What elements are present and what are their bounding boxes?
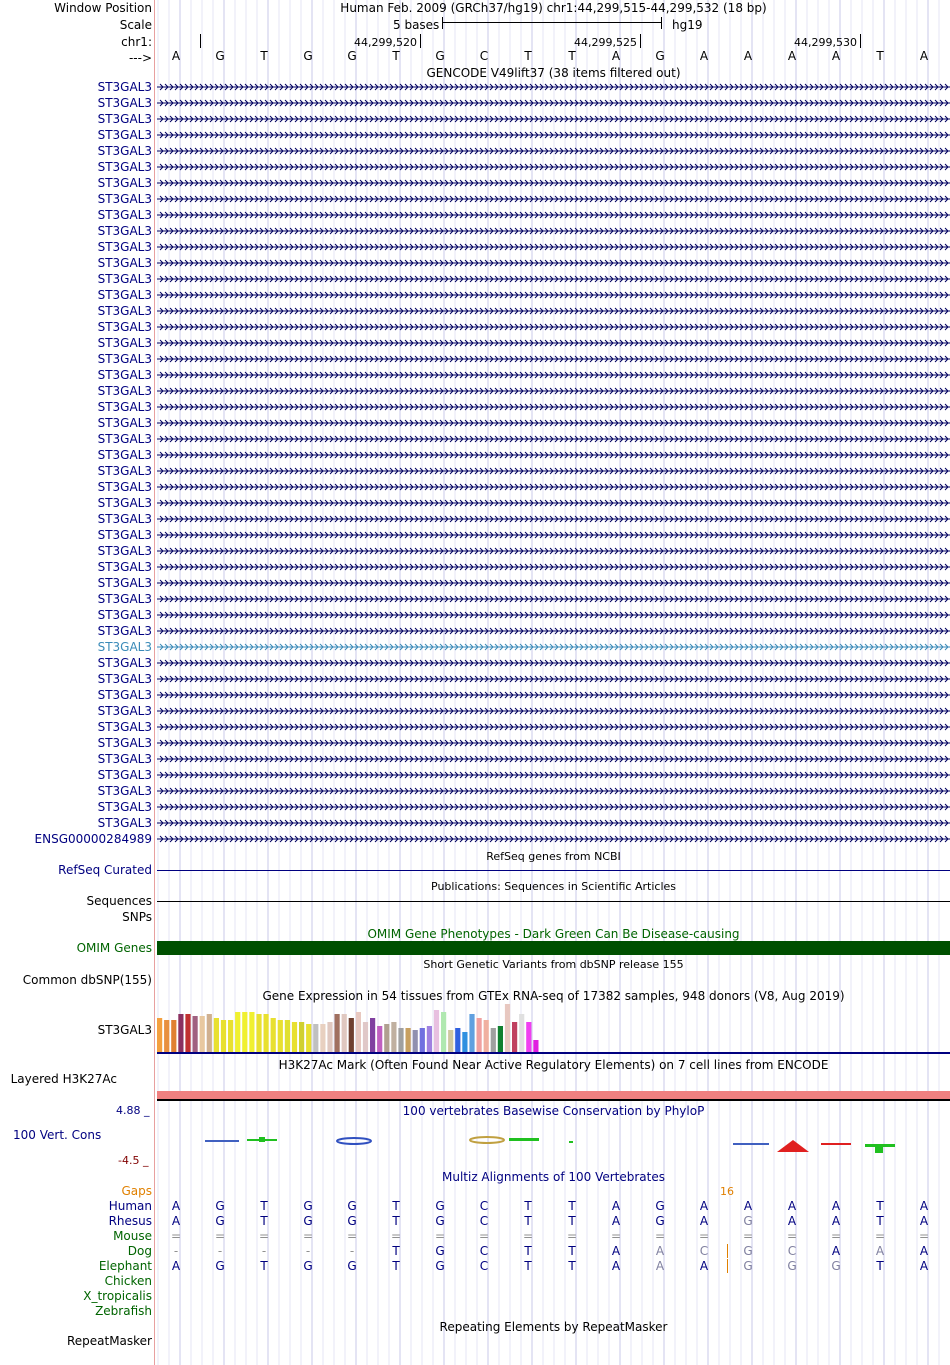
gencode-item-label[interactable]: ST3GAL3 <box>97 80 152 94</box>
aligned-base: G <box>215 1199 225 1213</box>
aligned-base: T <box>876 1259 884 1273</box>
aligned-base: A <box>831 1214 841 1228</box>
aligned-base: C <box>787 1244 797 1258</box>
aligned-base: G <box>435 1244 445 1258</box>
gtex-tissue-bar <box>193 1016 198 1052</box>
aligned-base: A <box>743 1199 753 1213</box>
omim-track-title: OMIM Gene Phenotypes - Dark Green Can Be Disease-causing <box>367 927 740 941</box>
gencode-item-label[interactable]: ST3GAL3 <box>97 560 152 574</box>
aligned-base: = <box>390 1229 402 1243</box>
sequence-base: T <box>260 49 268 63</box>
aligned-base: T <box>260 1259 268 1273</box>
gtex-tissue-bar <box>526 1022 531 1052</box>
gencode-item-label[interactable]: ST3GAL3 <box>97 416 152 430</box>
aligned-base: T <box>568 1214 576 1228</box>
aligned-base: A <box>919 1214 929 1228</box>
aligned-base: A <box>875 1244 885 1258</box>
sequence-base: G <box>215 49 225 63</box>
gap-marker <box>727 1244 728 1258</box>
aligned-base: T <box>392 1214 400 1228</box>
species-label[interactable]: Mouse <box>113 1229 152 1243</box>
aligned-base: G <box>831 1259 841 1273</box>
aligned-base: T <box>392 1259 400 1273</box>
sequence-base: A <box>171 49 181 63</box>
gencode-item-label[interactable]: ST3GAL3 <box>97 672 152 686</box>
gencode-item-label[interactable]: ST3GAL3 <box>97 688 152 702</box>
omim-gene-bar[interactable] <box>157 941 950 955</box>
gencode-item-label[interactable]: ST3GAL3 <box>97 368 152 382</box>
sequence-base: A <box>919 49 929 63</box>
aligned-base: T <box>524 1259 532 1273</box>
gencode-item-label[interactable]: ST3GAL3 <box>97 272 152 286</box>
aligned-base: = <box>874 1229 886 1243</box>
refseq-line <box>157 870 950 871</box>
dbsnp-track-title: Short Genetic Variants from dbSNP release 155 <box>423 958 684 971</box>
aligned-base: A <box>655 1259 665 1273</box>
gencode-item-label[interactable]: ST3GAL3 <box>97 640 152 654</box>
gtex-tissue-bar <box>320 1024 325 1052</box>
gencode-item-label[interactable]: ST3GAL3 <box>97 112 152 126</box>
aligned-base: A <box>831 1199 841 1213</box>
gtex-tissue-bar <box>469 1014 474 1052</box>
aligned-base: A <box>831 1244 841 1258</box>
aligned-base: T <box>260 1199 268 1213</box>
aligned-base: T <box>524 1214 532 1228</box>
gtex-tissue-bar <box>484 1020 489 1052</box>
gtex-tissue-bar <box>349 1018 354 1052</box>
gencode-item-label[interactable]: ST3GAL3 <box>97 704 152 718</box>
gtex-tissue-bar <box>370 1018 375 1052</box>
chrom-label: chr1: <box>121 35 152 49</box>
aligned-base: G <box>787 1259 797 1273</box>
sequence-base: A <box>743 49 753 63</box>
aligned-base: A <box>919 1259 929 1273</box>
gtex-tissue-bar <box>249 1012 254 1052</box>
sequence-base: A <box>611 49 621 63</box>
gtex-tissue-bar <box>264 1014 269 1052</box>
aligned-base: - <box>261 1244 267 1258</box>
aligned-base: G <box>303 1259 313 1273</box>
gencode-item-label[interactable]: ST3GAL3 <box>97 800 152 814</box>
refseq-track-title: RefSeq genes from NCBI <box>486 850 621 863</box>
gencode-item-label[interactable]: ST3GAL3 <box>97 528 152 542</box>
aligned-base: T <box>876 1214 884 1228</box>
gencode-item-label[interactable]: ST3GAL3 <box>97 128 152 142</box>
aligned-base: G <box>743 1244 753 1258</box>
tick-label: 44,299,520 <box>354 36 417 49</box>
window-position-value: Human Feb. 2009 (GRCh37/hg19) chr1:44,299,515-44,299,532 (18 bp) <box>340 1 767 15</box>
aligned-base: T <box>876 1199 884 1213</box>
gencode-item-label[interactable]: ST3GAL3 <box>97 656 152 670</box>
gencode-item-label[interactable]: ST3GAL3 <box>97 576 152 590</box>
gencode-item-label[interactable]: ST3GAL3 <box>97 208 152 222</box>
scale-label: Scale <box>119 18 152 32</box>
gencode-item-label[interactable]: ST3GAL3 <box>97 320 152 334</box>
aligned-base: = <box>566 1229 578 1243</box>
gtex-track-title: Gene Expression in 54 tissues from GTEx RNA-seq of 17382 samples, 948 donors (V8, Aug 2019) <box>262 989 845 1003</box>
gtex-tissue-bar <box>242 1012 247 1052</box>
aligned-base: = <box>346 1229 358 1243</box>
aligned-base: = <box>610 1229 622 1243</box>
gtex-tissue-bar <box>498 1026 503 1052</box>
multiz-track-title: Multiz Alignments of 100 Vertebrates <box>441 1170 666 1184</box>
gencode-item-label[interactable]: ST3GAL3 <box>97 256 152 270</box>
strand-label: ---> <box>128 51 152 65</box>
dbsnp-track-label[interactable]: Common dbSNP(155) <box>22 973 152 987</box>
aligned-base: T <box>524 1199 532 1213</box>
gtex-tissue-bar <box>256 1014 261 1052</box>
gap-marker <box>727 1259 728 1273</box>
aligned-base: G <box>347 1199 357 1213</box>
tick-label: 44,299,530 <box>794 36 857 49</box>
gencode-item-label[interactable]: ST3GAL3 <box>97 496 152 510</box>
gtex-tissue-bar <box>157 1018 162 1052</box>
aligned-base: T <box>392 1244 400 1258</box>
species-label[interactable]: Human <box>108 1199 152 1213</box>
species-label[interactable]: Dog <box>127 1244 152 1258</box>
gencode-item-label[interactable]: ST3GAL3 <box>97 288 152 302</box>
aligned-base: = <box>830 1229 842 1243</box>
gaps-label: Gaps <box>121 1184 152 1198</box>
gencode-item-label[interactable]: ST3GAL3 <box>97 624 152 638</box>
gtex-tissue-bar <box>342 1014 347 1052</box>
gtex-tissue-bar <box>413 1030 418 1052</box>
gencode-item-label[interactable]: ST3GAL3 <box>97 304 152 318</box>
sequence-base: T <box>524 49 532 63</box>
gtex-tissue-bar <box>164 1020 169 1052</box>
aligned-base: = <box>214 1229 226 1243</box>
gencode-item-label[interactable]: ST3GAL3 <box>97 96 152 110</box>
gtex-tissue-bar <box>327 1022 332 1052</box>
species-label[interactable]: Rhesus <box>108 1214 152 1228</box>
aligned-base: G <box>303 1214 313 1228</box>
gtex-tissue-bar <box>391 1022 396 1052</box>
aligned-base: A <box>171 1259 181 1273</box>
gencode-item-label[interactable]: ST3GAL3 <box>97 768 152 782</box>
gtex-tissue-bar <box>441 1012 446 1052</box>
aligned-base: = <box>522 1229 534 1243</box>
aligned-base: = <box>698 1229 710 1243</box>
aligned-base: = <box>170 1229 182 1243</box>
gtex-tissue-bar <box>448 1030 453 1052</box>
species-label[interactable]: X_tropicalis <box>83 1289 152 1303</box>
gtex-tissue-bar <box>278 1020 283 1052</box>
gtex-tissue-bar <box>228 1020 233 1052</box>
aligned-base: = <box>654 1229 666 1243</box>
aligned-base: C <box>479 1199 489 1213</box>
gtex-tissue-bar <box>356 1012 361 1052</box>
aligned-base: A <box>611 1199 621 1213</box>
phylop-glyphs <box>157 1128 950 1160</box>
aligned-base: - <box>305 1244 311 1258</box>
conservation-max: 4.88 _ <box>116 1104 150 1117</box>
gencode-item-label[interactable]: ST3GAL3 <box>97 144 152 158</box>
aligned-base: - <box>173 1244 179 1258</box>
gtex-tissue-bar <box>505 1004 510 1052</box>
aligned-base: A <box>787 1214 797 1228</box>
h3k27ac-track-title: H3K27Ac Mark (Often Found Near Active Regulatory Elements) on 7 cell lines from ENCODE <box>278 1058 829 1072</box>
sequence-base: C <box>479 49 489 63</box>
gencode-item-label[interactable]: ST3GAL3 <box>97 816 152 830</box>
aligned-base: A <box>171 1214 181 1228</box>
gencode-item-label[interactable]: ST3GAL3 <box>97 400 152 414</box>
aligned-base: G <box>435 1199 445 1213</box>
aligned-base: A <box>611 1259 621 1273</box>
species-label[interactable]: Zebrafish <box>95 1304 152 1318</box>
aligned-base: A <box>611 1214 621 1228</box>
gtex-track-label[interactable]: ST3GAL3 <box>97 1023 152 1037</box>
aligned-base: G <box>303 1199 313 1213</box>
gtex-tissue-bar <box>299 1022 304 1052</box>
aligned-base: T <box>568 1199 576 1213</box>
gencode-item-label[interactable]: ST3GAL3 <box>97 448 152 462</box>
aligned-base: A <box>787 1199 797 1213</box>
aligned-base: = <box>918 1229 930 1243</box>
gencode-item-label[interactable]: ST3GAL3 <box>97 784 152 798</box>
gtex-tissue-bar <box>398 1028 403 1052</box>
gtex-tissue-bar <box>455 1028 460 1052</box>
aligned-base: A <box>611 1244 621 1258</box>
aligned-base: = <box>434 1229 446 1243</box>
gencode-item-label[interactable]: ST3GAL3 <box>97 336 152 350</box>
gencode-item-label[interactable]: ST3GAL3 <box>97 512 152 526</box>
conservation-track-label[interactable]: 100 Vert. Cons <box>13 1128 102 1142</box>
gtex-tissue-bar <box>477 1018 482 1052</box>
gtex-tissue-bar <box>235 1012 240 1052</box>
gencode-item-label[interactable]: ST3GAL3 <box>97 224 152 238</box>
aligned-base: A <box>699 1214 709 1228</box>
gtex-tissue-bar <box>491 1028 496 1052</box>
gtex-tissue-bar <box>406 1028 411 1052</box>
gtex-tissue-bar <box>377 1026 382 1052</box>
gtex-tissue-bar <box>427 1026 432 1052</box>
snps-label[interactable]: SNPs <box>122 910 152 924</box>
aligned-base: C <box>479 1244 489 1258</box>
aligned-base: C <box>699 1244 709 1258</box>
repeatmasker-track-title: Repeating Elements by RepeatMasker <box>439 1320 668 1334</box>
gencode-item-label[interactable]: ENSG00000284989 <box>34 832 152 846</box>
aligned-base: G <box>347 1259 357 1273</box>
gtex-tissue-bar <box>533 1040 538 1052</box>
aligned-base: G <box>743 1259 753 1273</box>
aligned-base: = <box>786 1229 798 1243</box>
sequence-base: G <box>435 49 445 63</box>
gencode-item-label[interactable]: ST3GAL3 <box>97 384 152 398</box>
sequence-base: T <box>568 49 576 63</box>
aligned-base: = <box>258 1229 270 1243</box>
aligned-base: T <box>260 1214 268 1228</box>
gencode-item-label[interactable]: ST3GAL3 <box>97 192 152 206</box>
gencode-item-label[interactable]: ST3GAL3 <box>97 464 152 478</box>
gencode-item-label[interactable]: ST3GAL3 <box>97 176 152 190</box>
sequence-base: T <box>392 49 400 63</box>
gtex-tissue-bar <box>462 1032 467 1052</box>
h3k27ac-baseline <box>157 1099 950 1101</box>
aligned-base: A <box>171 1199 181 1213</box>
aligned-base: = <box>302 1229 314 1243</box>
aligned-base: T <box>524 1244 532 1258</box>
gtex-tissue-bar <box>420 1028 425 1052</box>
aligned-base: G <box>743 1214 753 1228</box>
aligned-base: = <box>742 1229 754 1243</box>
scale-text: 5 bases <box>393 18 440 32</box>
gtex-tissue-bar <box>292 1022 297 1052</box>
gencode-item-label[interactable]: ST3GAL3 <box>97 480 152 494</box>
publications-sequences-label[interactable]: Sequences <box>86 894 152 908</box>
gencode-item-label[interactable]: ST3GAL3 <box>97 720 152 734</box>
sequence-base: A <box>831 49 841 63</box>
gtex-tissue-bar <box>214 1018 219 1052</box>
publications-track-title: Publications: Sequences in Scientific Articles <box>431 880 676 893</box>
aligned-base: A <box>699 1259 709 1273</box>
gtex-tissue-bar <box>178 1014 183 1052</box>
aligned-base: = <box>478 1229 490 1243</box>
sequence-base: A <box>699 49 709 63</box>
aligned-base: C <box>479 1259 489 1273</box>
assembly-label: hg19 <box>672 18 703 32</box>
h3k27ac-signal <box>157 1091 950 1099</box>
sequence-base: T <box>876 49 884 63</box>
gtex-tissue-bar <box>271 1018 276 1052</box>
sequence-base: A <box>787 49 797 63</box>
gencode-item-label[interactable]: ST3GAL3 <box>97 608 152 622</box>
species-label[interactable]: Elephant <box>98 1259 152 1273</box>
gencode-item-label[interactable]: ST3GAL3 <box>97 160 152 174</box>
aligned-base: T <box>392 1199 400 1213</box>
gencode-item-label[interactable]: ST3GAL3 <box>97 592 152 606</box>
gtex-tissue-bar <box>434 1010 439 1052</box>
aligned-base: A <box>919 1199 929 1213</box>
gtex-expression-bars[interactable] <box>157 1002 950 1056</box>
aligned-base: - <box>217 1244 223 1258</box>
aligned-base: - <box>349 1244 355 1258</box>
gtex-tissue-bar <box>384 1024 389 1052</box>
aligned-base: G <box>435 1259 445 1273</box>
gencode-track-title: GENCODE V49lift37 (38 items filtered out) <box>426 66 681 80</box>
gtex-tissue-bar <box>207 1014 212 1052</box>
window-position-label: Window Position <box>54 1 152 15</box>
gencode-item-label[interactable]: ST3GAL3 <box>97 240 152 254</box>
aligned-base: A <box>919 1244 929 1258</box>
gtex-tissue-bar <box>171 1020 176 1052</box>
gtex-tissue-bar <box>335 1014 340 1052</box>
sequence-base: G <box>655 49 665 63</box>
aligned-base: T <box>568 1259 576 1273</box>
gencode-item-label[interactable]: ST3GAL3 <box>97 544 152 558</box>
aligned-base: G <box>215 1214 225 1228</box>
aligned-base: C <box>479 1214 489 1228</box>
gtex-tissue-bar <box>221 1020 226 1052</box>
aligned-base: G <box>655 1199 665 1213</box>
refseq-track-label[interactable]: RefSeq Curated <box>58 863 152 877</box>
sequence-base: G <box>347 49 357 63</box>
tick-label: 44,299,525 <box>574 36 637 49</box>
gtex-tissue-bar <box>200 1016 205 1052</box>
gtex-tissue-bar <box>363 1022 368 1052</box>
gencode-item-label[interactable]: ST3GAL3 <box>97 736 152 750</box>
conservation-min: -4.5 _ <box>118 1154 149 1167</box>
sequence-base: G <box>303 49 313 63</box>
repeatmasker-track-label[interactable]: RepeatMasker <box>66 1334 152 1348</box>
gtex-tissue-bar <box>512 1022 517 1052</box>
h3k27ac-track-label[interactable]: Layered H3K27Ac <box>10 1072 117 1086</box>
aligned-base: G <box>347 1214 357 1228</box>
conservation-track-title: 100 vertebrates Basewise Conservation by PhyloP <box>402 1104 705 1118</box>
gencode-item-label[interactable]: ST3GAL3 <box>97 752 152 766</box>
aligned-base: T <box>568 1244 576 1258</box>
aligned-base: G <box>435 1214 445 1228</box>
aligned-base: G <box>655 1214 665 1228</box>
aligned-base: A <box>655 1244 665 1258</box>
gtex-tissue-bar <box>313 1024 318 1052</box>
omim-track-label[interactable]: OMIM Genes <box>76 941 152 955</box>
gap-count: 16 <box>720 1185 734 1198</box>
species-label[interactable]: Chicken <box>104 1274 152 1288</box>
gtex-tissue-bar <box>306 1024 311 1052</box>
gtex-tissue-bar <box>185 1014 190 1052</box>
aligned-base: A <box>699 1199 709 1213</box>
gencode-item-label[interactable]: ST3GAL3 <box>97 352 152 366</box>
aligned-base: G <box>215 1259 225 1273</box>
gencode-item-label[interactable]: ST3GAL3 <box>97 432 152 446</box>
gtex-tissue-bar <box>285 1020 290 1052</box>
publications-line <box>157 901 950 902</box>
gtex-tissue-bar <box>519 1014 524 1052</box>
